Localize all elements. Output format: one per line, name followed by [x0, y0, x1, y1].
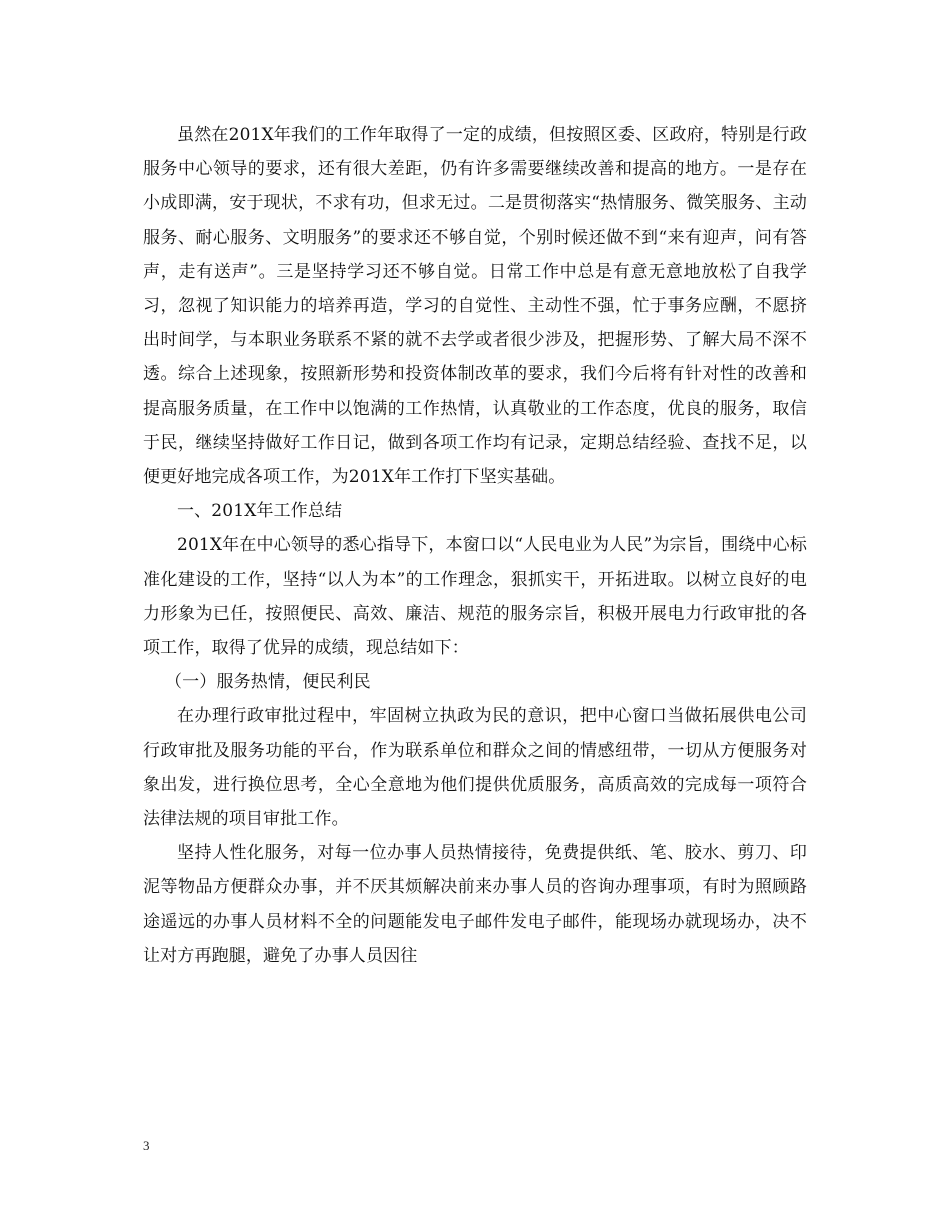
subsection-heading-service: （一）服务热情，便民利民: [165, 672, 371, 693]
document-body: [143, 118, 807, 973]
paragraph-approval-process: 在办理行政审批过程中，牢固树立执政为民的意识，把中心窗口当做拓展供电公司行政审批及服务功能的平台，作为联系单位和群众之间的情感纽带，一切从方便服务对象出发，进行换位思考，全心全意地为他们提供优质服务，高质高效的完成每一项符合法律法规的项目审批工作。: [143, 706, 807, 830]
paragraph-annual-summary: 201X年在中心领导的悉心指导下，本窗口以“人民电业为人民”为宗旨，围绕中心标准化建设的工作，坚持“以人为本”的工作理念，狠抓实干，开拓进取。以树立良好的电力形象为已任，按照便民、高效、廉洁、规范的服务宗旨，积极开展电力行政审批的各项工作，取得了优异的成绩，现总结如下：: [143, 535, 807, 659]
paragraph-humanized-service: 坚持人性化服务，对每一位办事人员热情接待，免费提供纸、笔、胶水、剪刀、印泥等物品方便群众办事，并不厌其烦解决前来办事人员的咨询办理事项，有时为照顾路途遥远的办事人员材料不全的问题能发电子邮件发电子邮件，能现场办就现场办，决不让对方再跑腿，避免了办事人员因往: [143, 843, 807, 966]
page-number: 3: [143, 1138, 150, 1153]
section-heading-annual-summary: 一、201X年工作总结: [177, 501, 343, 522]
paragraph-shortcomings: 虽然在201X年我们的工作年取得了一定的成绩，但按照区委、区政府，特别是行政服务中心领导的要求，还有很大差距，仍有许多需要继续改善和提高的地方。一是存在小成即满，安于现状，不求有功，但求无过。二是贯彻落实“热情服务、微笑服务、主动服务、耐心服务、文明服务”的要求还不够自觉，个别时候还做不到“来有迎声，问有答声，走有送声”。三是坚持学习还不够自觉。日常工作中总是有意无意地放松了自我学习，忽视了知识能力的培养再造，学习的自觉性、主动性不强，忙于事务应酬，不愿挤出时间学，与本职业务联系不紧的就不去学或者很少涉及，把握形势、了解大局不深不透。综合上述现象，按照新形势和投资体制改革的要求，我们今后将有针对性的改善和提高服务质量，在工作中以饱满的工作热情，认真敬业的工作态度，优良的服务，取信于民，继续坚持做好工作日记，做到各项工作均有记录，定期总结经验、查找不足，以便更好地完成各项工作，为201X年工作打下坚实基础。: [143, 125, 807, 488]
